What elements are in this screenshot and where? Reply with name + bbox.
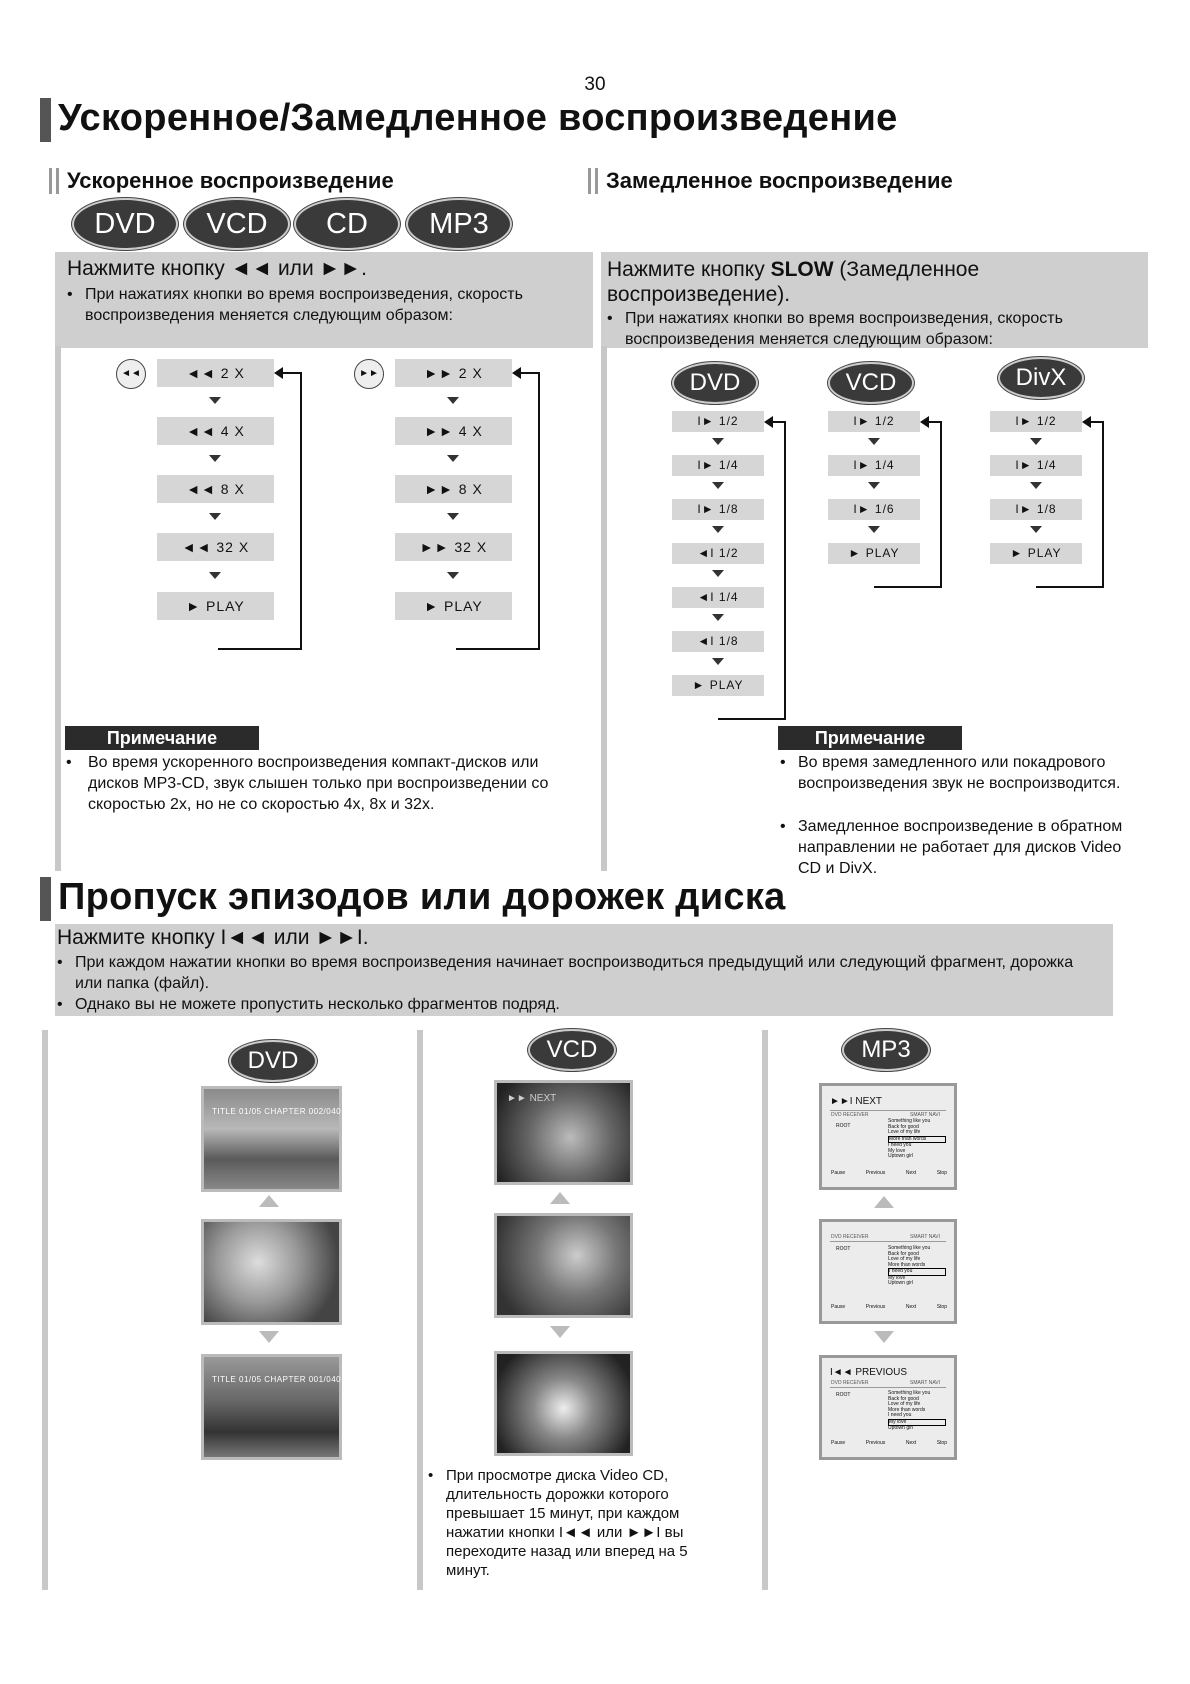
vcd-note: • При просмотре диска Video CD, длительность дорожки которого превышает 15 минут, при каждом нажатии кнопки I◄◄ или ►►I вы переходите назад или вперед на 5 минут. <box>428 1467 688 1579</box>
mp3-file: Back for good <box>888 1395 919 1402</box>
mp3-menu-screen <box>819 1083 957 1190</box>
arrow-up-icon <box>550 1192 570 1204</box>
mp3-file: Something like you <box>888 1118 931 1124</box>
mp3-menu-screen <box>819 1355 957 1460</box>
mp3-header-right: SMART NAVI <box>910 1234 941 1240</box>
divider <box>830 1387 946 1388</box>
mp3-button-bar: Pause Previous Next Stop <box>831 1304 947 1310</box>
format-badge-vcd: VCD <box>828 362 914 404</box>
mp3-button-bar: Pause Previous Next Stop <box>831 1170 947 1176</box>
page-title: Ускоренное/Замедленное воспроизведение <box>58 97 898 139</box>
mp3-file-list <box>888 1119 946 1160</box>
format-badge-dvd: DVD <box>229 1040 317 1082</box>
loop-line <box>518 372 538 374</box>
fast-instruction-box <box>55 252 593 348</box>
arrow-down-icon <box>550 1326 570 1338</box>
slow-dvd-step: ◄I 1/4 <box>672 587 764 608</box>
mp3-file: Uptown girl <box>888 1425 914 1431</box>
mp3-file: I need you <box>888 1268 946 1276</box>
slow-divx-step-play: ► PLAY <box>990 543 1082 564</box>
slow-vcd-step: I► 1/2 <box>828 411 920 432</box>
slow-vcd-step: I► 1/6 <box>828 499 920 520</box>
slow-vcd-step: I► 1/4 <box>828 455 920 476</box>
forward-step-play: ► PLAY <box>395 592 512 620</box>
mp3-header-left: DVD RECEIVER <box>831 1380 869 1386</box>
loop-line <box>280 372 300 374</box>
format-badge-vcd: VCD <box>528 1029 616 1071</box>
column-rule <box>762 1030 768 1590</box>
column-rule <box>601 346 607 871</box>
skip-bullet: • При каждом нажатии кнопки во время воспроизведения начинает воспроизводиться предыдущий или следующий фрагмент, дорожка или папка (файл). <box>57 954 1074 992</box>
mp3-file: I need you <box>888 1412 912 1418</box>
osd-text: TITLE 01/05 CHAPTER 001/040 <box>212 1375 342 1384</box>
mp3-file: Love of my life <box>888 1256 921 1262</box>
heading-marker <box>588 168 598 194</box>
mp3-next-label: ►►I NEXT <box>830 1096 883 1107</box>
arrow-down-icon <box>259 1331 279 1343</box>
arrow-down-icon <box>874 1331 894 1343</box>
loop-line <box>218 372 302 650</box>
mp3-file: Love of my life <box>888 1401 921 1407</box>
fast-instruction: Нажмите кнопку ◄◄ или ►►. <box>67 257 367 280</box>
title-bar <box>40 98 51 142</box>
arrow-up-icon <box>259 1195 279 1207</box>
mp3-header-left: DVD RECEIVER <box>831 1234 869 1240</box>
rewind-button-icon: ◄◄ <box>116 359 146 389</box>
dvd-chapter-screen <box>201 1219 342 1325</box>
mp3-file: Something like you <box>888 1245 931 1251</box>
arrow-up-icon <box>874 1196 894 1208</box>
format-badge-mp3: MP3 <box>842 1029 930 1071</box>
loop-line <box>718 421 786 720</box>
skip-bullet: • Однако вы не можете пропустить несколько фрагментов подряд. <box>57 996 560 1013</box>
mp3-file: Back for good <box>888 1123 919 1130</box>
mp3-file: Something like you <box>888 1390 931 1396</box>
mp3-header-right: SMART NAVI <box>910 1380 941 1386</box>
slow-note-item: • Во время замедленного или покадрового воспроизведения звук не воспроизводится. <box>780 754 1121 792</box>
format-badge-mp3: MP3 <box>406 198 512 250</box>
arrow-left-icon <box>512 367 521 379</box>
mp3-file: My love <box>888 1274 906 1281</box>
title-bar <box>40 877 51 921</box>
mp3-file: Love of my life <box>888 1129 921 1135</box>
rewind-step: ◄◄ 2 X <box>157 359 274 387</box>
loop-line <box>874 421 942 588</box>
arrow-left-icon <box>920 416 929 428</box>
divider <box>830 1110 946 1111</box>
slow-dvd-step: I► 1/8 <box>672 499 764 520</box>
mp3-prev-label: I◄◄ PREVIOUS <box>830 1367 908 1378</box>
note-header: Примечание <box>65 726 259 750</box>
slow-dvd-step: ◄I 1/8 <box>672 631 764 652</box>
mp3-menu-screen <box>819 1219 957 1324</box>
arrow-left-icon <box>764 416 773 428</box>
column-rule <box>42 1030 48 1590</box>
vcd-track-screen <box>494 1080 633 1185</box>
rewind-step-play: ► PLAY <box>157 592 274 620</box>
mp3-header-right: SMART NAVI <box>910 1112 941 1118</box>
fast-bullet: • При нажатиях кнопки во время воспроизведения, скорость воспроизведения меняется следующим образом: <box>67 286 523 324</box>
loop-line <box>1036 421 1104 588</box>
page-number: 30 <box>584 74 606 95</box>
rewind-step: ◄◄ 8 X <box>157 475 274 503</box>
slow-dvd-step: I► 1/2 <box>672 411 764 432</box>
rewind-step: ◄◄ 32 X <box>157 533 274 561</box>
slow-vcd-step-play: ► PLAY <box>828 543 920 564</box>
slow-divx-step: I► 1/8 <box>990 499 1082 520</box>
mp3-root: ROOT <box>836 1246 851 1252</box>
vcd-track-screen <box>494 1213 633 1318</box>
heading-marker <box>49 168 59 194</box>
format-badge-divx: DivX <box>998 357 1084 399</box>
slow-dvd-step: I► 1/4 <box>672 455 764 476</box>
format-badge-dvd: DVD <box>72 198 178 250</box>
slow-bullet: • При нажатиях кнопки во время воспроизведения, скорость воспроизведения меняется следующим образом: <box>607 310 1063 348</box>
mp3-file: More than words <box>888 1406 926 1413</box>
slow-divx-step: I► 1/2 <box>990 411 1082 432</box>
slow-heading: Замедленное воспроизведение <box>606 168 953 193</box>
mp3-root: ROOT <box>836 1123 851 1129</box>
skip-instruction-box <box>55 924 1113 1016</box>
fast-heading: Ускоренное воспроизведение <box>67 168 394 193</box>
format-badge-vcd: VCD <box>184 198 290 250</box>
forward-button-icon: ►► <box>354 359 384 389</box>
format-badge-dvd: DVD <box>672 362 758 404</box>
mp3-file: My love <box>888 1147 906 1154</box>
slow-instruction: Нажмите кнопку SLOW (Замедленное воспроизведение). <box>607 258 980 306</box>
forward-step: ►► 2 X <box>395 359 512 387</box>
mp3-root: ROOT <box>836 1392 851 1398</box>
note-header: Примечание <box>778 726 962 750</box>
column-rule <box>55 346 61 871</box>
slow-divx-step: I► 1/4 <box>990 455 1082 476</box>
mp3-file: Uptown girl <box>888 1280 914 1286</box>
arrow-left-icon <box>274 367 283 379</box>
vcd-track-screen <box>494 1351 633 1456</box>
mp3-file-list <box>888 1246 946 1287</box>
forward-step: ►► 4 X <box>395 417 512 445</box>
loop-line <box>456 372 540 650</box>
forward-step: ►► 32 X <box>395 533 512 561</box>
mp3-file: My love <box>888 1419 946 1427</box>
mp3-file: Back for good <box>888 1250 919 1257</box>
mp3-file: I need you <box>888 1142 912 1148</box>
osd-text: ►► NEXT <box>507 1093 557 1104</box>
rewind-step: ◄◄ 4 X <box>157 417 274 445</box>
skip-instruction: Нажмите кнопку I◄◄ или ►►I. <box>57 926 369 949</box>
slow-instruction-box <box>601 252 1148 348</box>
osd-text: TITLE 01/05 CHAPTER 002/040 <box>212 1107 342 1116</box>
divider <box>830 1241 946 1242</box>
section-title: Пропуск эпизодов или дорожек диска <box>58 876 786 918</box>
slow-note-item: • Замедленное воспроизведение в обратном направлении не работает для дисков Video CD и DivX. <box>780 818 1123 877</box>
mp3-file: More than words <box>888 1261 926 1268</box>
column-rule <box>417 1030 423 1590</box>
arrow-left-icon <box>1082 416 1091 428</box>
forward-step: ►► 8 X <box>395 475 512 503</box>
fast-note-text: • Во время ускоренного воспроизведения компакт-дисков или дисков MP3-CD, звук слышен только при воспроизведении со скоростью 2x, но не со скоростью 4x, 8x и 32x. <box>66 754 549 813</box>
mp3-file-list <box>888 1391 946 1432</box>
mp3-header-left: DVD RECEIVER <box>831 1112 869 1118</box>
slow-dvd-step: ◄I 1/2 <box>672 543 764 564</box>
slow-dvd-step-play: ► PLAY <box>672 675 764 696</box>
mp3-file: More than words <box>888 1136 946 1144</box>
dvd-chapter-screen <box>201 1086 342 1192</box>
mp3-file: Uptown girl <box>888 1153 914 1159</box>
mp3-button-bar: Pause Previous Next Stop <box>831 1440 947 1446</box>
format-badge-cd: CD <box>294 198 400 250</box>
dvd-chapter-screen <box>201 1354 342 1460</box>
